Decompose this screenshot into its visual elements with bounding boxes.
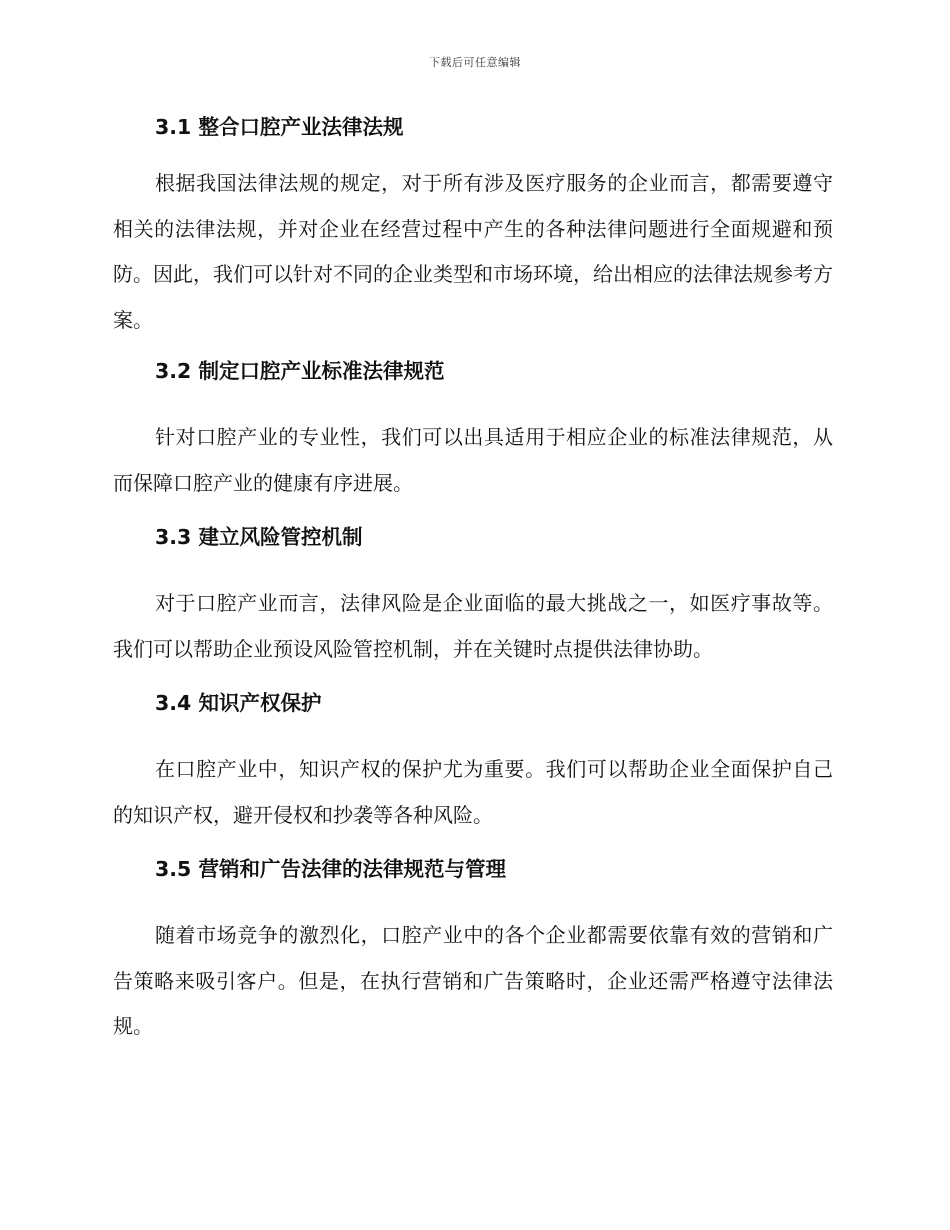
section-paragraph-3-4: 在口腔产业中，知识产权的保护尤为重要。我们可以帮助企业全面保护自己的知识产权，避开侵权和抄袭等各种风险。 <box>113 757 833 827</box>
section-heading-3-3: 3.3 建立风险管控机制 <box>155 525 363 549</box>
section-paragraph-3-5: 随着市场竞争的激烈化，口腔产业中的各个企业都需要依靠有效的营销和广告策略来吸引客户。但是，在执行营销和广告策略时，企业还需严格遵守法律法规。 <box>113 923 833 1038</box>
section-heading-3-1: 3.1 整合口腔产业法律法规 <box>155 115 404 139</box>
section-paragraph-3-1: 根据我国法律法规的规定，对于所有涉及医疗服务的企业而言，都需要遵守相关的法律法规，并对企业在经营过程中产生的各种法律问题进行全面规避和预防。因此，我们可以针对不同的企业类型和市场环境，给出相应的法律法规参考方案。 <box>113 171 833 332</box>
section-heading-3-4: 3.4 知识产权保护 <box>155 691 322 715</box>
section-paragraph-3-3: 对于口腔产业而言，法律风险是企业面临的最大挑战之一，如医疗事故等。我们可以帮助企业预设风险管控机制，并在关键时点提供法律协助。 <box>113 591 833 661</box>
section-heading-3-5: 3.5 营销和广告法律的法律规范与管理 <box>155 857 506 881</box>
document-body <box>113 112 833 1050</box>
page-header: 下载后可任意编辑 <box>429 56 521 69</box>
section-paragraph-3-2: 针对口腔产业的专业性，我们可以出具适用于相应企业的标准法律规范，从而保障口腔产业的健康有序进展。 <box>113 425 833 495</box>
section-heading-3-2: 3.2 制定口腔产业标准法律规范 <box>155 359 445 383</box>
